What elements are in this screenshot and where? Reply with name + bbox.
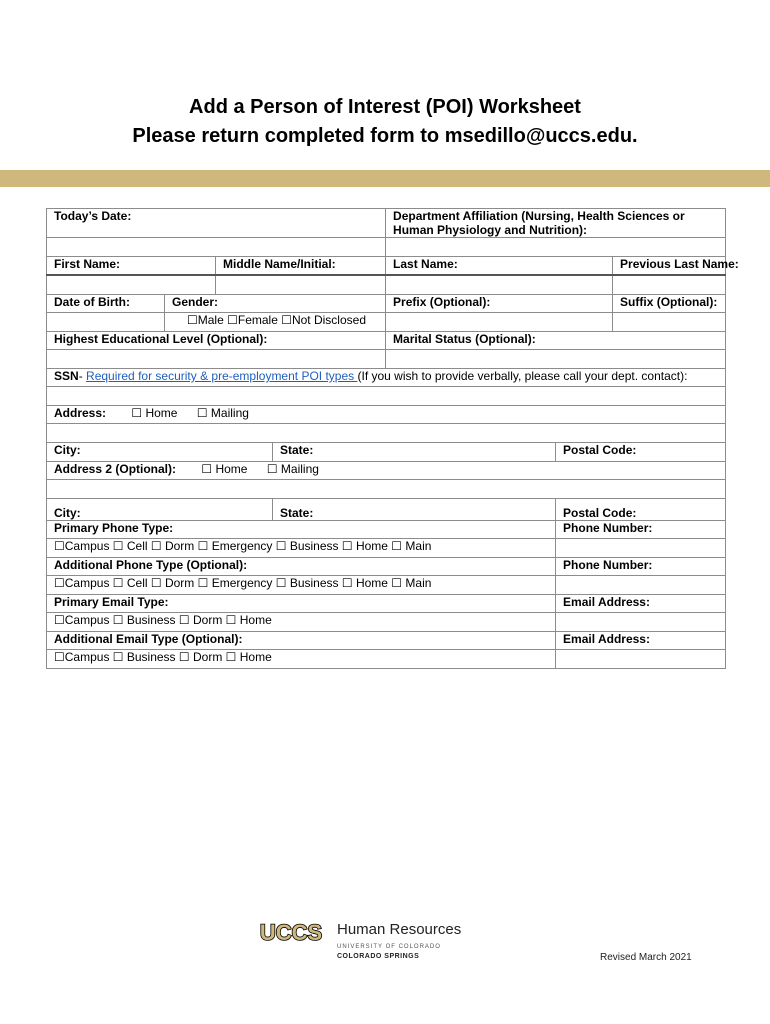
campus-wordmark: COLORADO SPRINGS	[337, 953, 420, 960]
postal-code2-label: Postal Code:	[556, 499, 726, 521]
dob-field[interactable]	[47, 313, 165, 332]
primary-email-type-options[interactable]: ☐Campus ☐ Business ☐ Dorm ☐ Home	[47, 613, 556, 632]
primary-phone-number-field[interactable]	[556, 539, 726, 558]
additional-email-type-label: Additional Email Type (Optional):	[47, 632, 556, 650]
city-label: City:	[47, 443, 273, 462]
uccs-logo-icon	[255, 920, 327, 944]
address2-home-checkbox[interactable]: ☐ Home	[201, 462, 248, 476]
primary-email-address-label: Email Address:	[556, 595, 726, 613]
todays-date-field[interactable]	[47, 238, 386, 257]
ssn-label-row: SSN- Required for security & pre-employment POI types (If you wish to provide verbally, please call your dept. contact):	[47, 369, 726, 387]
marital-field[interactable]	[386, 350, 726, 369]
poi-form-table	[46, 208, 739, 669]
revised-date: Revised March 2021	[600, 952, 692, 963]
last-name-field[interactable]	[386, 275, 613, 295]
middle-name-field[interactable]	[216, 275, 386, 295]
additional-phone-type-label: Additional Phone Type (Optional):	[47, 558, 556, 576]
state-label: State:	[273, 443, 556, 462]
address2-label: Address 2 (Optional):	[54, 462, 177, 476]
additional-phone-number-field[interactable]	[556, 576, 726, 595]
address-home-checkbox[interactable]: ☐ Home	[131, 406, 178, 420]
address-label-row	[47, 406, 726, 424]
first-name-label: First Name:	[47, 257, 216, 276]
page-subtitle: Please return completed form to msedillo@uccs.edu.	[132, 125, 638, 147]
ssn-note: (If you wish to provide verbally, please call your dept. contact):	[357, 369, 688, 383]
address-mailing-checkbox[interactable]: ☐ Mailing	[196, 406, 249, 420]
address-label: Address:	[54, 406, 107, 420]
university-wordmark: UNIVERSITY OF COLORADO	[337, 944, 441, 950]
education-field[interactable]	[47, 350, 386, 369]
ssn-requirements-link[interactable]: Required for security & pre-employment POI types	[86, 369, 358, 383]
postal-code-label: Postal Code:	[556, 443, 726, 462]
ssn-label: SSN	[54, 369, 79, 383]
address2-mailing-checkbox[interactable]: ☐ Mailing	[266, 462, 319, 476]
ssn-field[interactable]	[47, 387, 726, 406]
middle-name-label: Middle Name/Initial:	[216, 257, 386, 276]
svg-text:UCCS: UCCS	[259, 920, 323, 945]
primary-phone-type-options[interactable]: ☐Campus ☐ Cell ☐ Dorm ☐ Emergency ☐ Business ☐ Home ☐ Main	[47, 539, 556, 558]
gender-label: Gender:	[165, 295, 386, 313]
primary-email-address-field[interactable]	[556, 613, 726, 632]
address-field[interactable]	[47, 424, 726, 443]
dept-affiliation-field[interactable]	[386, 238, 726, 257]
additional-phone-type-options[interactable]: ☐Campus ☐ Cell ☐ Dorm ☐ Emergency ☐ Business ☐ Home ☐ Main	[47, 576, 556, 595]
additional-email-type-options[interactable]: ☐Campus ☐ Business ☐ Dorm ☐ Home	[47, 650, 556, 669]
page-title: Add a Person of Interest (POI) Worksheet	[189, 96, 581, 118]
state2-label: State:	[273, 499, 556, 521]
header-band	[0, 170, 770, 187]
prefix-field[interactable]	[386, 313, 613, 332]
additional-email-address-field[interactable]	[556, 650, 726, 669]
primary-phone-type-label: Primary Phone Type:	[47, 521, 556, 539]
suffix-field[interactable]	[613, 313, 726, 332]
todays-date-label: Today’s Date:	[47, 209, 386, 238]
gender-options[interactable]: ☐Male ☐Female ☐Not Disclosed	[165, 313, 386, 332]
dob-label: Date of Birth:	[47, 295, 165, 313]
primary-phone-number-label: Phone Number:	[556, 521, 726, 539]
hr-wordmark: Human Resources	[337, 921, 462, 938]
education-label: Highest Educational Level (Optional):	[47, 332, 386, 350]
prefix-label: Prefix (Optional):	[386, 295, 613, 313]
marital-label: Marital Status (Optional):	[386, 332, 726, 350]
primary-email-type-label: Primary Email Type:	[47, 595, 556, 613]
address2-label-row	[47, 462, 726, 480]
dept-affiliation-label: Department Affiliation (Nursing, Health Sciences or Human Physiology and Nutrition):	[386, 209, 726, 238]
city2-label: City:	[47, 499, 273, 521]
suffix-label: Suffix (Optional):	[613, 295, 726, 313]
address2-field[interactable]	[47, 480, 726, 499]
additional-email-address-label: Email Address:	[556, 632, 726, 650]
first-name-field[interactable]	[47, 275, 216, 295]
last-name-label: Last Name:	[386, 257, 613, 276]
previous-last-name-label: Previous Last Name:	[613, 257, 726, 276]
previous-last-name-field[interactable]	[613, 275, 726, 295]
additional-phone-number-label: Phone Number:	[556, 558, 726, 576]
